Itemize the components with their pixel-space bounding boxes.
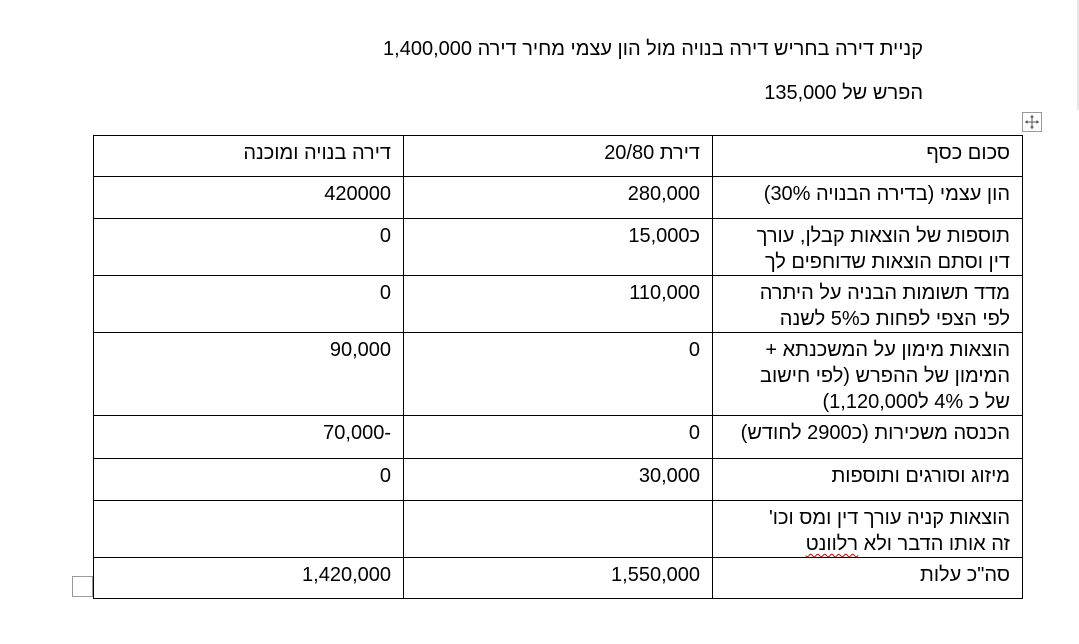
- spellcheck-word[interactable]: רלוונט: [805, 533, 859, 555]
- header-cell-8020[interactable]: דירת 20/80: [404, 136, 713, 177]
- table-row: [94, 501, 1023, 558]
- cost-comparison-table: [93, 135, 1023, 599]
- cell-built[interactable]: 0: [94, 459, 404, 501]
- table-row: [94, 333, 1023, 416]
- cell-built[interactable]: 0: [94, 219, 404, 276]
- table-total-row: [94, 558, 1023, 599]
- cell-built[interactable]: [94, 501, 404, 558]
- header-cell-built[interactable]: דירה בנויה ומוכנה: [94, 136, 404, 177]
- table-row: [94, 276, 1023, 333]
- cell-8020[interactable]: 110,000: [404, 276, 713, 333]
- row-label-line: מדד תשומות הבניה על היתרה: [759, 282, 1010, 304]
- row-label-line: [725, 531, 1010, 557]
- cell-8020[interactable]: כ15,000: [404, 219, 713, 276]
- cell-8020[interactable]: 30,000: [404, 459, 713, 501]
- row-label[interactable]: [713, 276, 1023, 333]
- table-row: [94, 416, 1023, 459]
- row-label-line: לפי הצפי לפחות כ5% לשנה: [779, 308, 1010, 330]
- table-row: [94, 219, 1023, 276]
- row-label-text: זה אותו הדבר ולא: [858, 533, 1010, 555]
- heading-line-2: הפרש של 135,000: [764, 82, 923, 104]
- row-label-line: של כ 4% ל1,120,000): [822, 391, 1010, 413]
- cell-built[interactable]: 0: [94, 276, 404, 333]
- total-label[interactable]: סה"כ עלות: [713, 558, 1023, 599]
- row-label-line: הוצאות קניה עורך דין ומס וכו': [768, 507, 1010, 529]
- cell-8020[interactable]: [404, 501, 713, 558]
- cell-8020[interactable]: 0: [404, 333, 713, 416]
- table-resize-handle-icon[interactable]: [72, 576, 93, 597]
- header-cell-amount[interactable]: סכום כסף: [713, 136, 1023, 177]
- row-label[interactable]: [713, 501, 1023, 558]
- row-label-line: תוספות של הוצאות קבלן, עורך: [756, 225, 1010, 247]
- total-8020[interactable]: 1,550,000: [404, 558, 713, 599]
- table-move-handle[interactable]: [1022, 112, 1042, 132]
- heading-line-1: קניית דירה בחריש דירה בנויה מול הון עצמי מחיר דירה 1,400,000: [383, 38, 923, 60]
- row-label[interactable]: [713, 333, 1023, 416]
- row-label-line: הוצאות מימון על המשכנתא +: [765, 339, 1010, 361]
- row-label[interactable]: [713, 219, 1023, 276]
- row-label[interactable]: הון עצמי (בדירה הבנויה 30%): [713, 177, 1023, 219]
- move-arrows-icon: [1024, 114, 1040, 130]
- row-label-line: המימון של ההפרש (לפי חישוב: [760, 365, 1010, 387]
- cell-8020[interactable]: 0: [404, 416, 713, 459]
- table-row: [94, 177, 1023, 219]
- cell-8020[interactable]: 280,000: [404, 177, 713, 219]
- total-built[interactable]: 1,420,000: [94, 558, 404, 599]
- table-header-row: [94, 136, 1023, 177]
- row-label[interactable]: מיזוג וסורגים ותוספות: [713, 459, 1023, 501]
- cell-built[interactable]: 90,000: [94, 333, 404, 416]
- cell-built[interactable]: -70,000: [94, 416, 404, 459]
- row-label-line: דין וסתם הוצאות שדוחפים לך: [764, 251, 1010, 273]
- cell-built[interactable]: 420000: [94, 177, 404, 219]
- row-label[interactable]: הכנסה משכירות (כ2900 לחודש): [713, 416, 1023, 459]
- table-row: [94, 459, 1023, 501]
